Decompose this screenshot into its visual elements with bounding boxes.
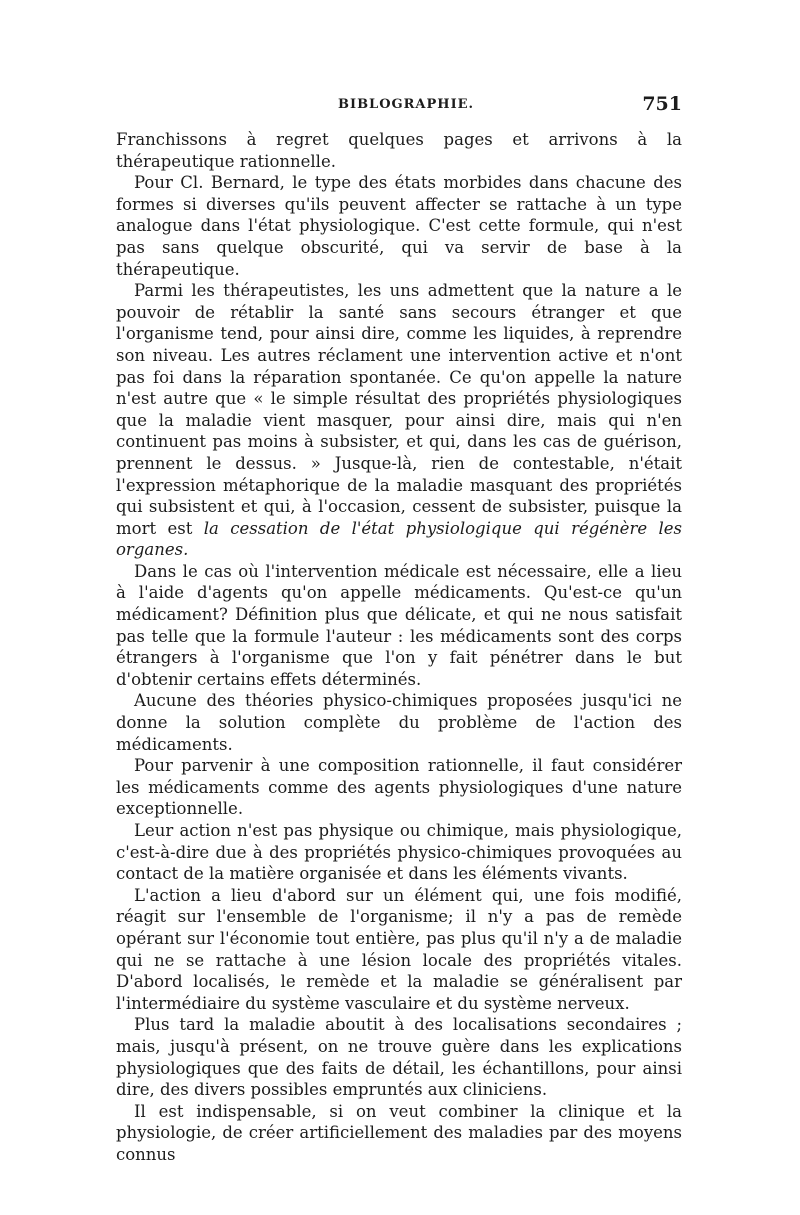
paragraph: Plus tard la maladie aboutit à des localisations secondaires ; mais, jusqu'à présent, on ne trouve guère dans les explications physiologiques que des faits de détail, les échantillons, pour ainsi dire, des divers possibles empruntés aux cliniciens. xyxy=(116,1015,682,1100)
paragraph: Il est indispensable, si on veut combiner la clinique et la physiologie, de créer artificiellement des maladies par des moyens connus xyxy=(116,1101,682,1164)
paragraph: Franchissons à regret quelques pages et arrivons à la thérapeutique rationnelle. xyxy=(116,130,682,171)
paragraph: Pour Cl. Bernard, le type des états morbides dans chacune des formes si diverses qu'ils peuvent affecter se rattache à un type analogue dans l'état physiologique. C'est cette formule, qui n'est pas sans quelque obscurité, qui va servir de base à la thérapeutique. xyxy=(116,173,682,279)
page-header xyxy=(116,93,682,117)
page-number: 751 xyxy=(642,93,682,115)
body-text xyxy=(116,129,682,1166)
paragraph: Aucune des théories physico-chimiques proposées jusqu'ici ne donne la solution complète du problème de l'action des médicaments. xyxy=(116,691,682,754)
paragraph: Leur action n'est pas physique ou chimique, mais physiologique, c'est-à-dire due à des propriétés physico-chimiques provoquées au contact de la matière organisée et dans les éléments vivants. xyxy=(116,821,682,884)
italic-phrase: la cessation de l'état physiologique qui régénère les organes. xyxy=(116,518,682,560)
paragraph: L'action a lieu d'abord sur un élément qui, une fois modifié, réagit sur l'ensemble de l'organisme; il n'y a pas de remède opérant sur l'économie tout entière, pas plus qu'il n'y a de maladie qui ne se rattache à une lésion locale des propriétés vitales. D'abord localisés, le remède et la maladie se généralisent par l'intermédiaire du système vasculaire et du système nerveux. xyxy=(116,885,682,1013)
paragraph: Pour parvenir à une composition rationnelle, il faut considérer les médicaments comme des agents physiologiques d'une nature exceptionnelle. xyxy=(116,756,682,819)
paragraph: Dans le cas où l'intervention médicale est nécessaire, elle a lieu à l'aide d'agents qu'on appelle médicaments. Qu'est-ce qu'un médicament? Définition plus que délicate, et qui ne nous satisfait pas telle que la formule l'auteur : les médicaments sont des corps étrangers à l'organisme que l'on y fait pénétrer dans le but d'obtenir certains effets déterminés. xyxy=(116,561,682,689)
paragraph-text: Parmi les thérapeutistes, les uns admettent que la nature a le pouvoir de rétablir la santé sans secours étranger et que l'organisme tend, pour ainsi dire, comme les liquides, à reprendre son niveau. Les autres réclament une intervention active et n'ont pas foi dans la réparation spontanée. Ce qu'on appelle la nature n'est autre que « le simple résultat des propriétés physiologiques que la maladie vient masquer, pour ainsi dire, mais qui n'en continuent pas moins à subsister, et qui, dans les cas de guérison, prennent le dessus. » Jusque-là, rien de contestable, n'était l'expression métaphorique de la maladie masquant des propriétés qui subsistent et qui, à l'occasion, cessent de subsister, puisque la mort est xyxy=(116,281,682,538)
paragraph-with-italic xyxy=(116,280,682,561)
running-head: BIBLOGRAPHIE. xyxy=(338,97,475,112)
